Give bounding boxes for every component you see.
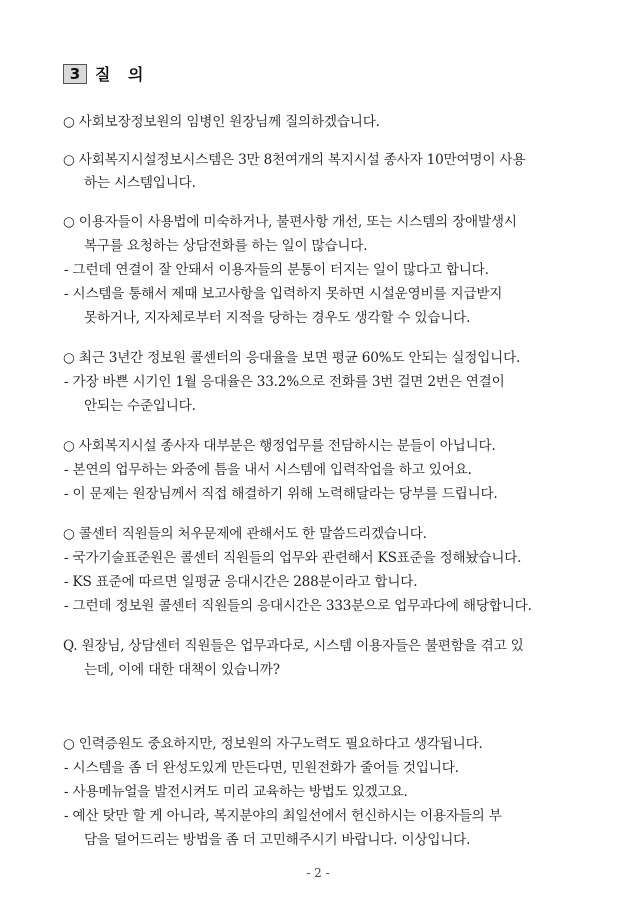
paragraph-line: ○ 사회복지시설정보시스템은 3만 8천여개의 복지시설 종사자 10만여명이 사용	[63, 152, 526, 168]
sub-item-line: - 시스템을 좀 더 완성도있게 만든다면, 민원전화가 줄어들 것입니다.	[64, 760, 459, 776]
sub-item-line: - KS 표준에 따르면 일평균 응대시간은 288분이라고 합니다.	[64, 574, 418, 590]
section-title: 질 의	[95, 65, 150, 84]
continuation-line: 복구를 요청하는 상담전화를 하는 일이 많습니다.	[84, 238, 368, 254]
paragraph-line: ○ 사회복지시설 종사자 대부분은 행정업무를 전담하시는 분들이 아닙니다.	[63, 438, 496, 454]
continuation-line: 는데, 이에 대한 대책이 있습니까?	[84, 662, 280, 678]
continuation-line: 안되는 수준입니다.	[84, 398, 196, 414]
paragraph-line: Q. 원장님, 상담센터 직원들은 업무과다로, 시스템 이용자들은 불편함을 겪고 있	[63, 638, 524, 654]
continuation-line: 하는 시스템입니다.	[84, 175, 196, 191]
section-heading	[63, 62, 149, 85]
continuation-line: 못하거나, 지자체로부터 지적을 당하는 경우도 생각할 수 있습니다.	[84, 310, 471, 326]
paragraph-line: ○ 사회보장정보원의 임병인 원장님께 질의하겠습니다.	[63, 114, 380, 130]
sub-item-line: - 가장 바쁜 시기인 1월 응대율은 33.2%으로 전화를 3번 걸면 2번은 연결이	[64, 374, 505, 390]
page-number: - 2 -	[306, 866, 330, 880]
sub-item-line: - 그런데 연결이 잘 안돼서 이용자들의 분통이 터지는 일이 많다고 합니다.	[64, 262, 489, 278]
sub-item-line: - 시스템을 통해서 제때 보고사항을 입력하지 못하면 시설운영비를 지급받지	[64, 286, 503, 302]
sub-item-line: - 이 문제는 원장님께서 직접 해결하기 위해 노력해달라는 당부를 드립니다.	[64, 486, 498, 502]
paragraph-line: ○ 인력증원도 중요하지만, 정보원의 자구노력도 필요하다고 생각됩니다.	[63, 736, 483, 752]
sub-item-line: - 그런데 정보원 콜센터 직원들의 응대시간은 333분으로 업무과다에 해당합니다.	[64, 598, 532, 614]
sub-item-line: - 예산 탓만 할 게 아니라, 복지분야의 최일선에서 헌신하시는 이용자들의 부	[64, 808, 502, 824]
paragraph-line: ○ 콜센터 직원들의 처우문제에 관해서도 한 말씀드리겠습니다.	[63, 526, 427, 542]
section-number-box: 3	[63, 64, 87, 84]
sub-item-line: - 국가기술표준원은 콜센터 직원들의 업무와 관련해서 KS표준을 정해놨습니다.	[64, 550, 522, 566]
sub-item-line: - 사용메뉴얼을 발전시켜도 미리 교육하는 방법도 있겠고요.	[64, 784, 408, 800]
sub-item-line: - 본연의 업무하는 와중에 틈을 내서 시스템에 입력작업을 하고 있어요.	[64, 462, 472, 478]
continuation-line: 담을 덜어드리는 방법을 좀 더 고민해주시기 바랍니다. 이상입니다.	[84, 832, 471, 848]
paragraph-line: ○ 최근 3년간 정보원 콜센터의 응대율을 보면 평균 60%도 안되는 실정입니다.	[63, 350, 521, 366]
paragraph-line: ○ 이용자들이 사용법에 미숙하거나, 불편사항 개선, 또는 시스템의 장애발생시	[63, 214, 517, 230]
